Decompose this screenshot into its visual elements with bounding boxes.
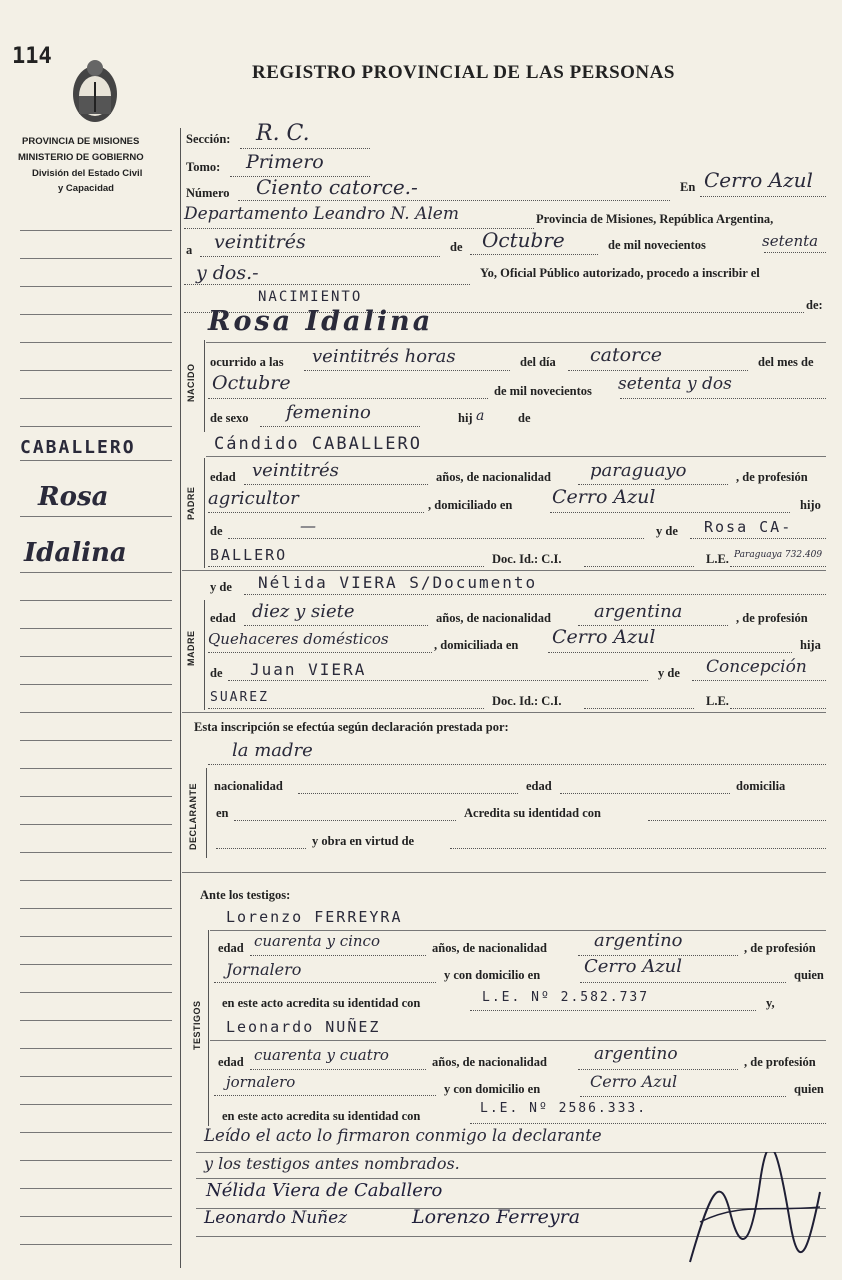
padre-edad-value: veintitrés (252, 460, 339, 481)
declarante-obra-label: y obra en virtud de (312, 834, 415, 848)
header-capacidad: y Capacidad (58, 183, 114, 194)
madre-le-label: L.E. (706, 694, 729, 708)
a-label: a (186, 243, 193, 257)
oficial-label: Yo, Oficial Público autorizado, procedo a inscribir el (480, 266, 760, 280)
anio-nac-value: setenta y dos (618, 374, 732, 394)
madre-dom-label: , domiciliada en (434, 638, 519, 652)
testigo2-prof-label: , de profesión (744, 1055, 816, 1069)
firma-madre: Nélida Viera de Caballero (206, 1180, 443, 1201)
declarante-divider (206, 768, 207, 858)
testigo1-prof: Jornalero (226, 960, 302, 979)
seccion-value: R. C. (256, 121, 310, 146)
madre-nac-value: argentina (594, 601, 683, 622)
testigo1-edad: cuarenta y cinco (254, 932, 380, 950)
mes-nac-value: Octubre (212, 372, 291, 394)
document-title: REGISTRO PROVINCIAL DE LAS PERSONAS (252, 62, 675, 83)
madre-edad-value: diez y siete (252, 601, 355, 622)
madre-yde-label-2: y de (658, 666, 680, 680)
padre-edad-label: edad (210, 470, 236, 484)
padre-madre-de-cont: BALLERO (210, 546, 288, 564)
de-label: de (450, 240, 463, 254)
madre-padre-de-value: Juan VIERA (250, 660, 367, 679)
padre-de-value: — (300, 516, 316, 535)
tomo-value: Primero (246, 151, 324, 173)
declarante-value: la madre (232, 740, 313, 761)
cierre-linea-2: y los testigos antes nombrados. (204, 1154, 460, 1173)
dia-nac-value: catorce (590, 344, 663, 366)
padre-nac-value: paraguayo (590, 460, 687, 481)
testigo2-edad-label: edad (218, 1055, 244, 1069)
declarante-acredita-label: Acredita su identidad con (464, 806, 601, 820)
madre-yde-label: y de (210, 580, 232, 594)
testigo2-quien-label: quien (794, 1082, 824, 1096)
dia-value: veintitrés (214, 231, 306, 253)
testigo1-acredita-label: en este acto acredita su identidad con (222, 996, 421, 1010)
hij-label: hij (458, 411, 473, 425)
declarante-nac-label: nacionalidad (214, 779, 283, 793)
numero-label: Número (186, 186, 230, 200)
margin-surname: CABALLERO (20, 437, 136, 458)
sexo-label: de sexo (210, 411, 249, 425)
declarante-intro: Esta inscripción se efectúa según declaración prestada por: (194, 720, 509, 734)
madre-hija-label: hija (800, 638, 821, 652)
testigo1-dom-label: y con domicilio en (444, 968, 541, 982)
de-label-3: de (518, 411, 531, 425)
madre-nombre: Nélida VIERA S/Documento (258, 573, 538, 592)
declarante-label: DECLARANTE (188, 783, 198, 850)
mes-value: Octubre (482, 228, 565, 252)
seccion-label: Sección: (186, 132, 231, 146)
de-label-2: de: (806, 298, 823, 312)
testigo2-nombre: Leonardo NUÑEZ (226, 1018, 381, 1036)
testigo1-nac-label: años, de nacionalidad (432, 941, 547, 955)
madre-edad-label: edad (210, 611, 236, 625)
padre-de-label: de (210, 524, 223, 538)
padre-prof-label: , de profesión (736, 470, 808, 484)
nacido-divider (204, 340, 205, 432)
padre-yde-label: y de (656, 524, 678, 538)
firma-testigo-2: Leonardo Nuñez (204, 1208, 348, 1228)
madre-prof-value: Quehaceres domésticos (208, 630, 389, 648)
margin-name-2: Idalina (24, 538, 127, 568)
madre-madre-de-cont: SUAREZ (210, 690, 269, 705)
mil-label: de mil novecientos (608, 238, 706, 252)
padre-dom-value: Cerro Azul (552, 486, 656, 508)
declarante-en-label: en (216, 806, 229, 820)
nacido-label: NACIDO (186, 363, 196, 402)
testigo2-prof: jornalero (226, 1073, 296, 1091)
testigo1-y-label: y, (766, 996, 775, 1010)
padre-nombre: Cándido CABALLERO (214, 434, 422, 454)
testigo2-nac: argentino (594, 1044, 678, 1064)
testigo2-nac-label: años, de nacionalidad (432, 1055, 547, 1069)
madre-doc-label: Doc. Id.: C.I. (492, 694, 562, 708)
firma-testigo-1: Lorenzo Ferreyra (412, 1206, 581, 1228)
ocurrido-label: ocurrido a las (210, 355, 284, 369)
padre-nac-label: años, de nacionalidad (436, 470, 551, 484)
padre-prof-value: agricultor (208, 488, 299, 509)
testigo1-edad-label: edad (218, 941, 244, 955)
oficial-signature-icon (680, 1152, 830, 1270)
padre-le-value: Paraguaya 732.409 (734, 550, 823, 560)
testigo1-quien-label: quien (794, 968, 824, 982)
testigo1-nac: argentino (594, 930, 683, 951)
padre-hijo-label: hijo (800, 498, 821, 512)
testigo1-doc: L.E. Nº 2.582.737 (482, 990, 650, 1005)
madre-divider (204, 600, 205, 710)
declarante-dom-label: domicilia (736, 779, 786, 793)
tomo-label: Tomo: (186, 160, 221, 174)
madre-label: MADRE (186, 630, 196, 666)
en-label: En (680, 180, 696, 194)
testigos-label: TESTIGOS (192, 1000, 202, 1050)
coat-of-arms-icon (68, 54, 122, 126)
anio-cont: y dos.- (196, 262, 259, 284)
testigo1-dom: Cerro Azul (584, 956, 683, 977)
declarante-edad-label: edad (526, 779, 552, 793)
madre-prof-label: , de profesión (736, 611, 808, 625)
header-ministerio: MINISTERIO DE GOBIERNO (18, 152, 144, 163)
sexo-value: femenino (286, 402, 371, 423)
padre-dom-label: , domiciliado en (428, 498, 513, 512)
testigo1-nombre: Lorenzo FERREYRA (226, 908, 403, 926)
madre-madre-de-value: Concepción (706, 657, 807, 677)
header-division: División del Estado Civil (32, 168, 143, 179)
numero-value: Ciento catorce.- (256, 175, 418, 199)
testigo1-prof-label: , de profesión (744, 941, 816, 955)
main-border (180, 128, 181, 1268)
hij-suffix: a (476, 408, 485, 424)
testigos-divider (208, 930, 209, 1126)
inscripto-nombre: Rosa Idalina (208, 306, 434, 337)
testigo2-dom: Cerro Azul (590, 1072, 678, 1091)
padre-madre-de-value: Rosa CA- (704, 518, 793, 536)
milnov-label: de mil novecientos (494, 384, 592, 398)
padre-doc-label: Doc. Id.: C.I. (492, 552, 562, 566)
padre-label: PADRE (186, 486, 196, 520)
en-value: Cerro Azul (704, 168, 813, 192)
testigo2-acredita-label: en este acto acredita su identidad con (222, 1109, 421, 1123)
header-provincia: PROVINCIA DE MISIONES (22, 136, 140, 147)
deldia-label: del día (520, 355, 556, 369)
anio-value: setenta (762, 232, 819, 250)
delmes-label: del mes de (758, 355, 814, 369)
padre-divider (204, 458, 205, 568)
madre-nac-label: años, de nacionalidad (436, 611, 551, 625)
madre-de-label: de (210, 666, 223, 680)
hora-value: veintitrés horas (312, 346, 456, 367)
padre-le-label: L.E. (706, 552, 729, 566)
madre-dom-value: Cerro Azul (552, 626, 656, 648)
acta-tipo: NACIMIENTO (258, 289, 363, 305)
folio-number: 114 (12, 44, 52, 69)
testigo2-doc: L.E. Nº 2586.333. (480, 1101, 648, 1116)
departamento-value: Departamento Leandro N. Alem (184, 204, 459, 224)
testigo2-dom-label: y con domicilio en (444, 1082, 541, 1096)
margin-name-1: Rosa (38, 482, 109, 512)
testigo2-edad: cuarenta y cuatro (254, 1046, 389, 1064)
cierre-linea-1: Leído el acto lo firmaron conmigo la declarante (204, 1126, 602, 1145)
provincia-label: Provincia de Misiones, República Argentina, (536, 212, 774, 226)
testigos-intro: Ante los testigos: (200, 888, 291, 902)
